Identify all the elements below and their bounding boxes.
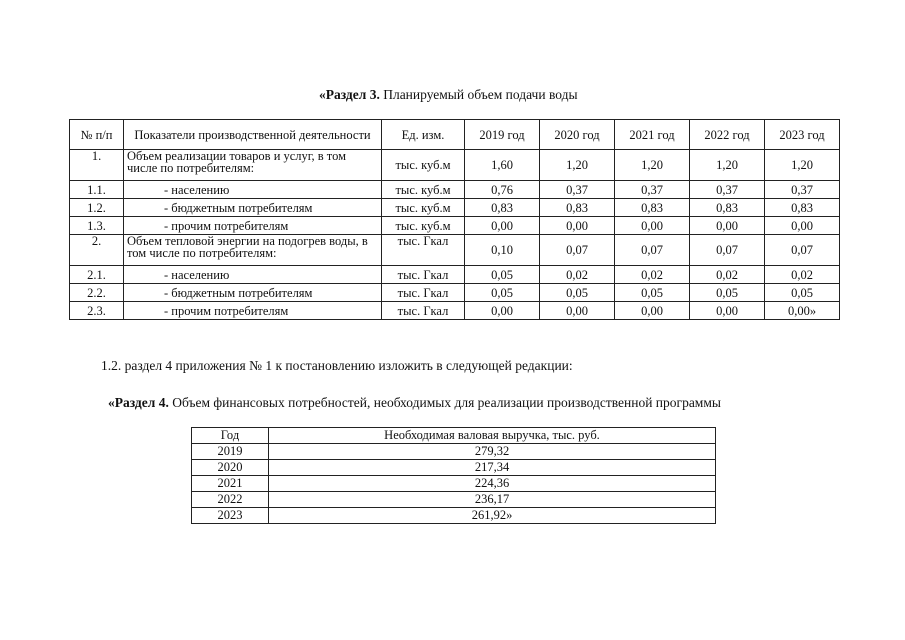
- row-unit: тыс. Гкал: [382, 266, 465, 284]
- row-unit: тыс. Гкал: [382, 284, 465, 302]
- row-indicator: - прочим потребителям: [124, 217, 382, 235]
- amendment-paragraph: 1.2. раздел 4 приложения № 1 к постановлению изложить в следующей редакции:: [101, 358, 573, 373]
- row-value-2020: 0,00: [540, 302, 615, 320]
- header-unit: Ед. изм.: [382, 120, 465, 150]
- row-num: 2.1.: [70, 266, 124, 284]
- row-year: 2023: [192, 508, 269, 524]
- header-2020: 2020 год: [540, 120, 615, 150]
- header-2021: 2021 год: [615, 120, 690, 150]
- row-unit: тыс. Гкал: [382, 302, 465, 320]
- table-row: [192, 444, 716, 460]
- row-value-2023: 0,05: [765, 284, 840, 302]
- table-row: [70, 284, 840, 302]
- header-2019: 2019 год: [465, 120, 540, 150]
- table-row: [70, 302, 840, 320]
- header-revenue: Необходимая валовая выручка, тыс. руб.: [269, 428, 716, 444]
- header-2022: 2022 год: [690, 120, 765, 150]
- row-revenue: 217,34: [269, 460, 716, 476]
- row-indicator: - бюджетным потребителям: [124, 199, 382, 217]
- row-year: 2019: [192, 444, 269, 460]
- row-value-2023: 1,20: [765, 150, 840, 181]
- row-indicator: - прочим потребителям: [124, 302, 382, 320]
- row-unit: тыс. куб.м: [382, 150, 465, 181]
- row-value-2020: 0,37: [540, 181, 615, 199]
- row-value-2020: 0,83: [540, 199, 615, 217]
- row-value-2019: 0,00: [465, 302, 540, 320]
- row-value-2023: 0,07: [765, 235, 840, 266]
- row-num: 1.: [70, 150, 124, 181]
- table-row: [70, 150, 840, 181]
- row-value-2022: 0,02: [690, 266, 765, 284]
- table-row: [70, 181, 840, 199]
- row-num: 1.3.: [70, 217, 124, 235]
- row-value-2019: 0,05: [465, 284, 540, 302]
- row-revenue: 279,32: [269, 444, 716, 460]
- row-revenue: 261,92»: [269, 508, 716, 524]
- table-row: [192, 476, 716, 492]
- row-unit: тыс. куб.м: [382, 199, 465, 217]
- table-header-row: [192, 428, 716, 444]
- row-indicator: - населению: [124, 266, 382, 284]
- table-header-row: [70, 120, 840, 150]
- row-value-2019: 0,83: [465, 199, 540, 217]
- row-value-2023: 0,02: [765, 266, 840, 284]
- row-value-2019: 0,00: [465, 217, 540, 235]
- header-2023: 2023 год: [765, 120, 840, 150]
- table-row: [70, 217, 840, 235]
- revenue-table: [191, 427, 716, 524]
- header-year: Год: [192, 428, 269, 444]
- row-value-2020: 0,07: [540, 235, 615, 266]
- row-value-2022: 0,07: [690, 235, 765, 266]
- row-value-2019: 0,10: [465, 235, 540, 266]
- row-value-2022: 0,83: [690, 199, 765, 217]
- row-indicator: Объем реализации товаров и услуг, в том числе по потребителям:: [124, 150, 382, 181]
- row-value-2021: 0,00: [615, 217, 690, 235]
- row-value-2022: 0,05: [690, 284, 765, 302]
- row-value-2022: 0,00: [690, 217, 765, 235]
- table-row: [192, 460, 716, 476]
- row-revenue: 236,17: [269, 492, 716, 508]
- header-num: № п/п: [70, 120, 124, 150]
- row-value-2021: 1,20: [615, 150, 690, 181]
- row-value-2023: 0,00: [765, 217, 840, 235]
- row-value-2020: 0,00: [540, 217, 615, 235]
- row-value-2019: 0,76: [465, 181, 540, 199]
- row-value-2019: 0,05: [465, 266, 540, 284]
- row-unit: тыс. куб.м: [382, 217, 465, 235]
- row-num: 2.3.: [70, 302, 124, 320]
- row-value-2021: 0,02: [615, 266, 690, 284]
- section4-title: Объем финансовых потребностей, необходимых для реализации производственной программы: [172, 395, 721, 410]
- table-row: [192, 508, 716, 524]
- row-value-2020: 0,02: [540, 266, 615, 284]
- row-value-2021: 0,07: [615, 235, 690, 266]
- row-year: 2021: [192, 476, 269, 492]
- row-indicator: - бюджетным потребителям: [124, 284, 382, 302]
- row-value-2022: 0,37: [690, 181, 765, 199]
- row-value-2023: 0,00»: [765, 302, 840, 320]
- table-row: [192, 492, 716, 508]
- table-row: [70, 199, 840, 217]
- row-value-2023: 0,83: [765, 199, 840, 217]
- row-value-2021: 0,05: [615, 284, 690, 302]
- row-value-2022: 0,00: [690, 302, 765, 320]
- table-row: [70, 266, 840, 284]
- row-indicator: - населению: [124, 181, 382, 199]
- row-value-2020: 0,05: [540, 284, 615, 302]
- section3-prefix: «Раздел 3.: [319, 87, 380, 102]
- row-unit: тыс. Гкал: [382, 235, 465, 266]
- row-num: 1.1.: [70, 181, 124, 199]
- section3-heading: [319, 87, 578, 103]
- row-num: 2.2.: [70, 284, 124, 302]
- row-value-2020: 1,20: [540, 150, 615, 181]
- row-num: 2.: [70, 235, 124, 266]
- row-value-2019: 1,60: [465, 150, 540, 181]
- table-row: [70, 235, 840, 266]
- row-value-2023: 0,37: [765, 181, 840, 199]
- row-indicator: Объем тепловой энергии на подогрев воды, в том числе по потребителям:: [124, 235, 382, 266]
- row-value-2021: 0,37: [615, 181, 690, 199]
- row-value-2021: 0,00: [615, 302, 690, 320]
- row-revenue: 224,36: [269, 476, 716, 492]
- water-supply-table: [69, 119, 840, 320]
- row-num: 1.2.: [70, 199, 124, 217]
- section3-title: Планируемый объем подачи воды: [383, 87, 578, 102]
- row-year: 2020: [192, 460, 269, 476]
- row-year: 2022: [192, 492, 269, 508]
- row-value-2022: 1,20: [690, 150, 765, 181]
- section4-heading: [108, 395, 721, 411]
- header-indicator: Показатели производственной деятельности: [124, 120, 382, 150]
- row-unit: тыс. куб.м: [382, 181, 465, 199]
- row-value-2021: 0,83: [615, 199, 690, 217]
- section4-prefix: «Раздел 4.: [108, 395, 169, 410]
